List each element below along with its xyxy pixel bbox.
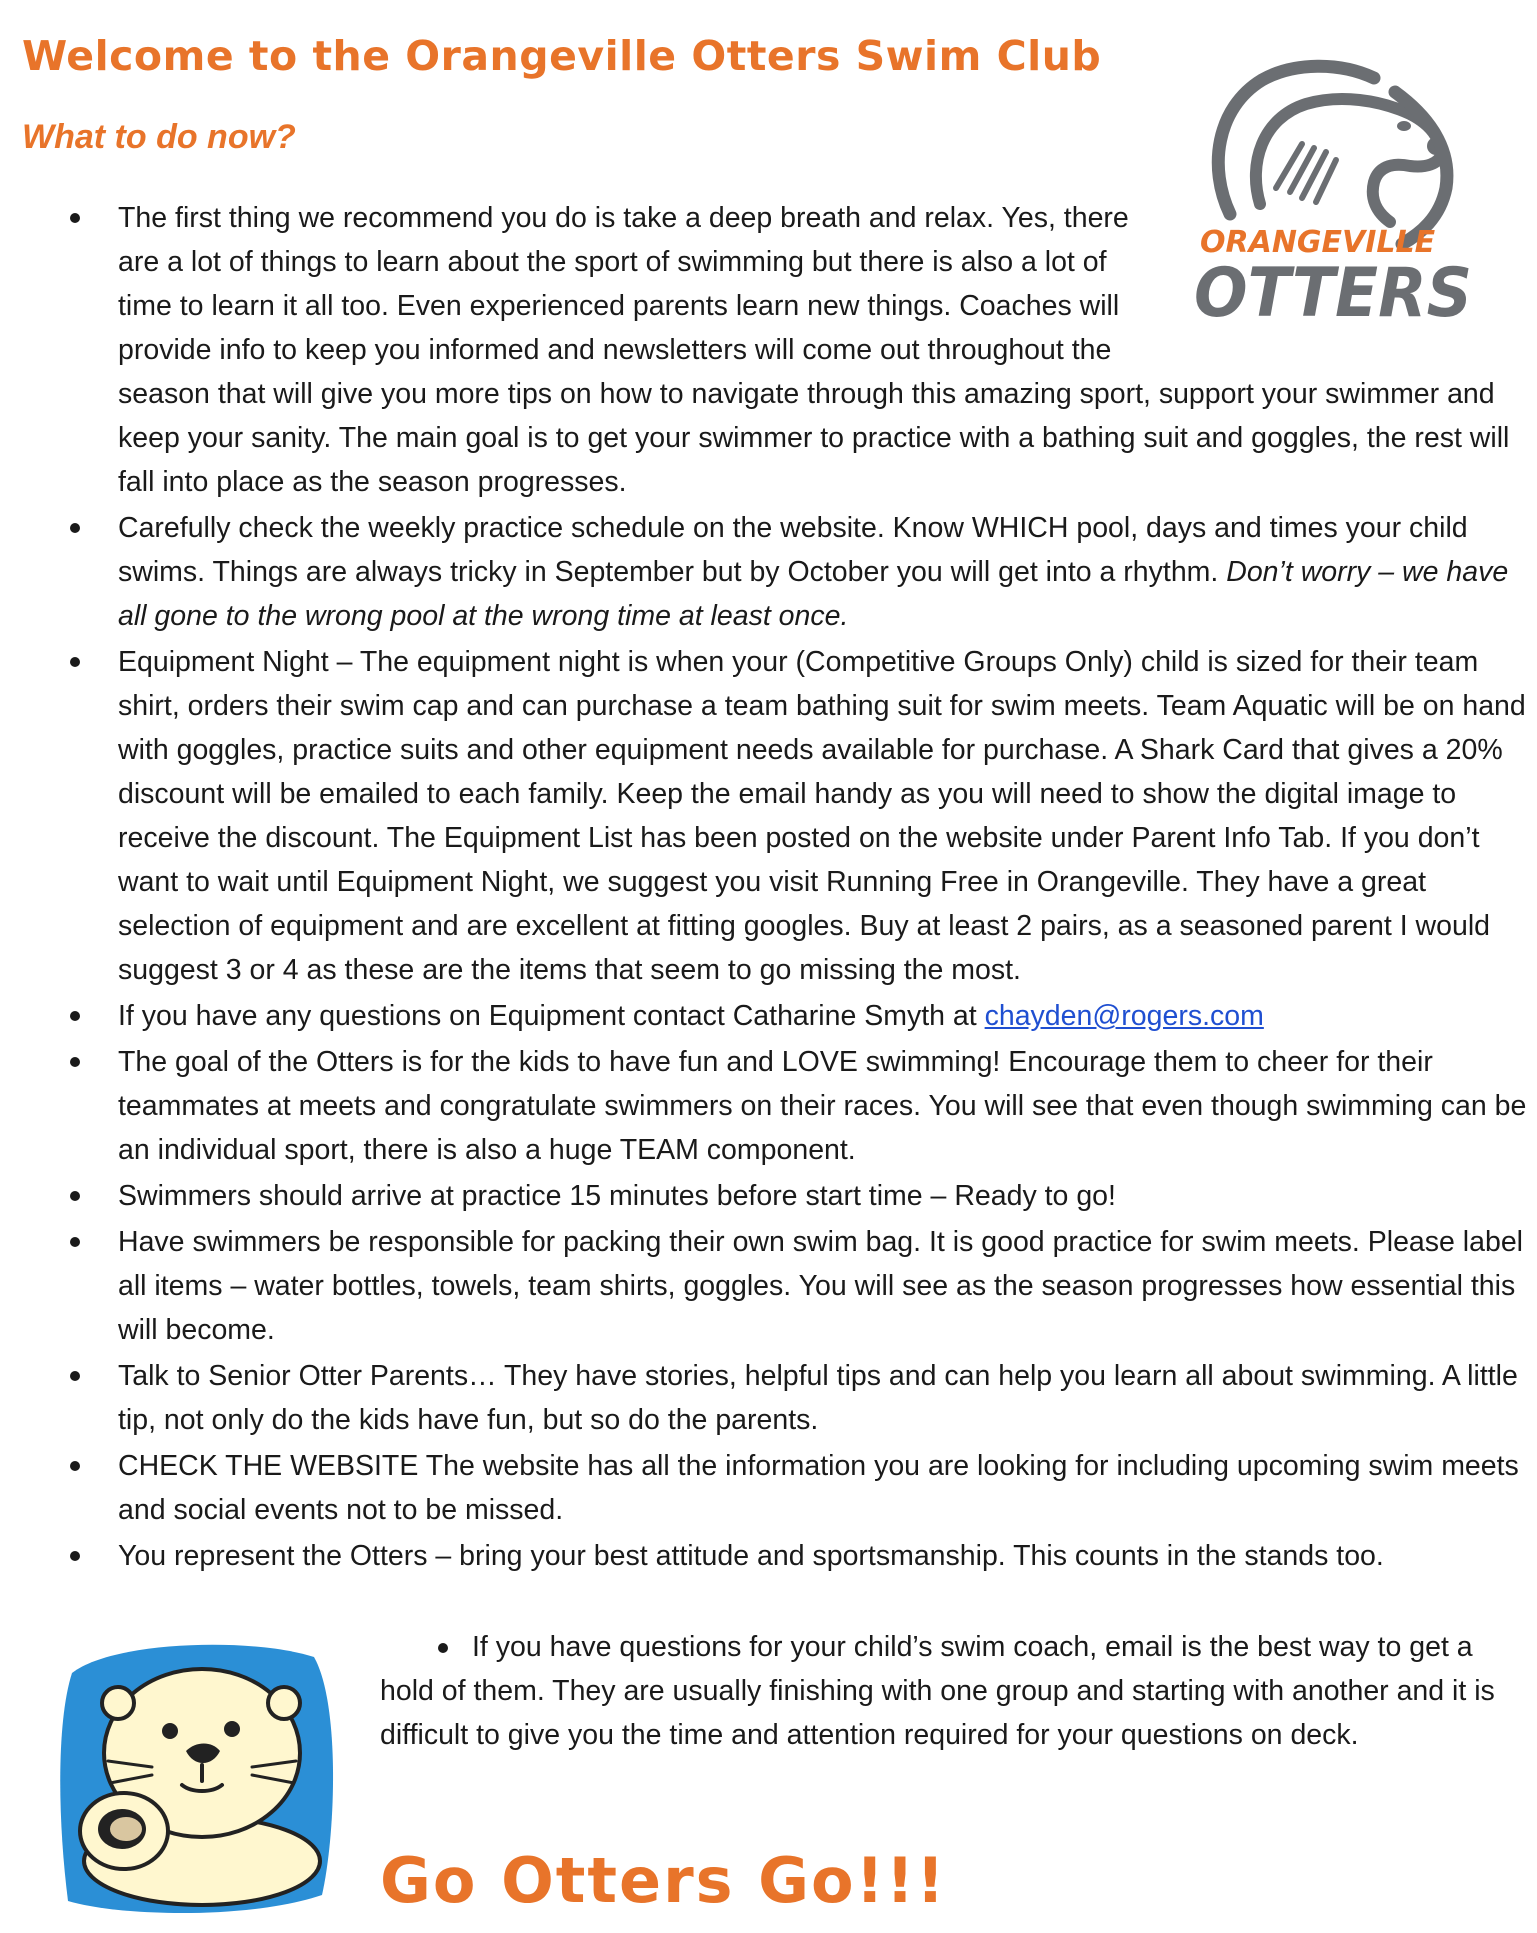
main-content xyxy=(0,196,1537,1580)
list-item: You represent the Otters – bring your best attitude and sportsmanship. This counts in the stands too. xyxy=(0,1534,1537,1578)
list-item: Have swimmers be responsible for packing their own swim bag. It is good practice for swim meets. Please label all items – water bottles, towels, team shirts, goggles. You will see as the season progresses how essential this will become. xyxy=(0,1220,1537,1352)
section-heading: What to do now? xyxy=(22,118,296,156)
sea-otter-icon xyxy=(52,1633,342,1923)
page-title: Welcome to the Orangeville Otters Swim Club xyxy=(22,32,1102,80)
list-item: CHECK THE WEBSITE The website has all the information you are looking for including upcoming swim meets and social events not to be missed. xyxy=(0,1444,1537,1532)
italic-note: Don’t worry – we have all gone to the wrong pool at the wrong time at least once. xyxy=(118,556,1509,632)
list-item: Carefully check the weekly practice schedule on the website. Know WHICH pool, days and times your child swims. Things are always tricky in September but by October you will get into a rhythm. Don’t worry – we have all gone to the wrong pool at the wrong time at least once. xyxy=(0,506,1537,638)
list-item: Talk to Senior Otter Parents… They have stories, helpful tips and can help you learn all about swimming. A little tip, not only do the kids have fun, but so do the parents. xyxy=(0,1354,1537,1442)
logo-top-text: ORANGEVILLE xyxy=(1200,225,1436,260)
bullet-dot xyxy=(438,1643,448,1653)
email-link[interactable]: chayden@rogers.com xyxy=(984,1000,1264,1032)
closing-slogan: Go Otters Go!!! xyxy=(380,1844,947,1917)
list-item: If you have any questions on Equipment contact Catharine Smyth at chayden@rogers.com xyxy=(0,994,1537,1038)
coach-contact-paragraph: If you have questions for your child’s swim coach, email is the best way to get a hold of them. They are usually finishing with one group and starting with another and it is difficult to give you the time and attention required for your questions on deck. xyxy=(380,1631,1495,1751)
list-item: The goal of the Otters is for the kids to have fun and LOVE swimming! Encourage them to cheer for their teammates at meets and congratulate swimmers on their races. You will see that even though swimming can be an individual sport, there is also a huge TEAM component. xyxy=(0,1040,1537,1172)
logo-bottom-text: OTTERS xyxy=(1194,254,1472,326)
list-item: The first thing we recommend you do is take a deep breath and relax. Yes, there are a lot of things to learn about the sport of swimming but there is also a lot of time to learn it all too. Even experienced parents learn new things. Coaches will provide info to keep you informed and newsletters will come out throughout the season that will give you more tips on how to navigate through this amazing sport, support your swimmer and keep your sanity. The main goal is to get your swimmer to practice with a bathing suit and goggles, the rest will fall into place as the season progresses. xyxy=(0,196,1537,504)
list-item: Swimmers should arrive at practice 15 minutes before start time – Ready to go! xyxy=(0,1174,1537,1218)
sea-otter-illustration xyxy=(52,1633,342,1923)
list-item: Equipment Night – The equipment night is when your (Competitive Groups Only) child is sized for their team shirt, orders their swim cap and can purchase a team bathing suit for swim meets. Team Aquatic will be on hand with goggles, practice suits and other equipment needs available for purchase. A Shark Card that gives a 20% discount will be emailed to each family. Keep the email handy as you will need to show the digital image to receive the discount. The Equipment List has been posted on the website under Parent Info Tab. If you don’t want to wait until Equipment Night, we suggest you visit Running Free in Orangeville. They have a great selection of equipment and are excellent at fitting googles. Buy at least 2 pairs, as a seasoned parent I would suggest 3 or 4 as these are the items that seem to go missing the most. xyxy=(0,640,1537,992)
tips-list xyxy=(0,196,1537,1578)
